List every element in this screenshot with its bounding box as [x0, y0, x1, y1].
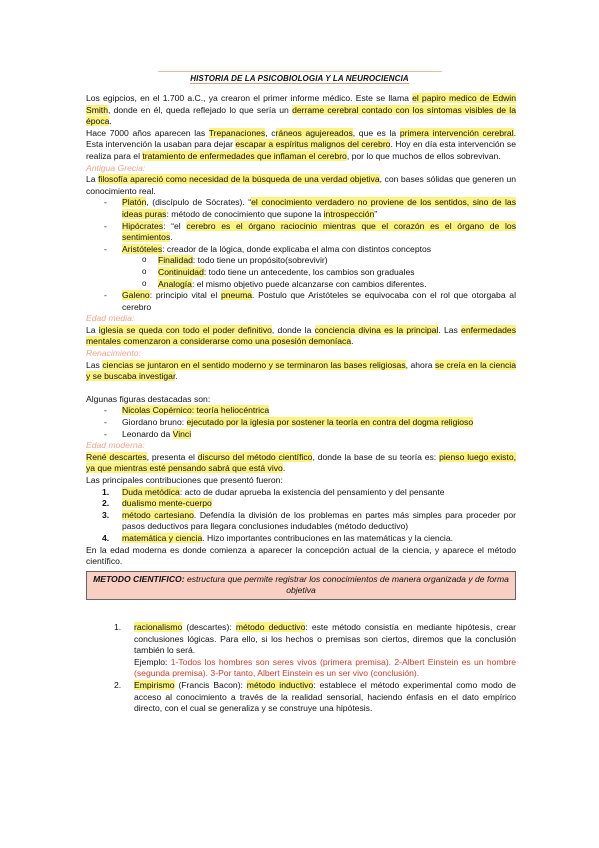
- list-item-galeno: - Galeno: principio vital el pneuma. Postulo que Aristóteles se equivocaba con el rol que otorgaba al cerebro: [86, 290, 516, 313]
- figuras-list: [86, 405, 516, 440]
- contrib-item: 2. dualismo mente-cuerpo: [102, 498, 212, 509]
- document-body: [86, 93, 516, 715]
- figura-copernico: - Nicolas Copérnico: teoría heliocéntrica: [86, 405, 516, 417]
- list-item-platon: - Platón, (discípulo de Sócrates). “el conocimiento verdadero no proviene de los sentidos, sino de las ideas puras: método de conocimiento que supone la introspección”: [86, 197, 516, 220]
- figura-bruno: - Giordano bruno: ejecutado por la iglesia por sostener la teoría en contra del dogma religioso: [86, 417, 516, 429]
- section-heading-grecia: Antigua Grecia:: [86, 162, 146, 173]
- method-example: Ejemplo: 1-Todos los hombres son seres vivos (primera premisa). 2-Albert Einstein es un hombre (segunda premisa). 3-Por tanto, Albert Einstein es un ser vivo (conclusión).: [134, 656, 516, 679]
- concept-analogia: o Analogía: el mismo objetivo puede alcanzarse con cambios diferentes.: [86, 279, 516, 291]
- metodo-cientifico-box: METODO CIENTIFICO: estructura que permite registrar los conocimientos de manera organizada y de forma objetiva: [86, 571, 516, 600]
- grecia-list: [86, 197, 516, 313]
- section-heading-moderna: Edad moderna:: [86, 440, 145, 451]
- contrib-list: [86, 487, 516, 545]
- renacimiento-paragraph: Las ciencias se juntaron en el sentido moderno y se terminaron las bases religiosas, ahora se creía en la ciencia y se buscaba investigar.: [86, 359, 516, 382]
- grecia-paragraph: La filosofía apareció como necesidad de la búsqueda de una verdad objetiva, con bases sólidas que generen un conocimiento real.: [86, 174, 517, 196]
- figura-davinci: - Leonardo da Vinci: [86, 429, 516, 441]
- contrib-item: 4. matemática y ciencia. Hizo importantes contribuciones en las matemáticas y la ciencia.: [102, 532, 454, 543]
- page-title: HISTORIA DE LA PSICOBIOLOGIA Y LA NEUROCIENCIA: [190, 74, 409, 83]
- title-rule: [158, 71, 442, 72]
- aristoteles-concepts: [86, 255, 516, 290]
- list-item-hipocrates: - Hipócrates: “el cerebro es el órgano raciocinio mientras que el corazón es el órgano de los sentimientos.: [86, 221, 516, 244]
- concept-finalidad: o Finalidad: todo tiene un propósito(sobrevivir): [86, 255, 516, 267]
- contrib-item: 1. Duda metódica: acto de dudar aprueba la existencia del pensamiento y del pensante: [102, 486, 445, 497]
- method-racionalismo: 1. racionalismo (descartes): método deductivo: este método consistía en mediante hipótesis, crear conclusiones lógicas. Para ello, si los hechos o premisas son ciertos, diremos que la conclusión también lo será. Ejemplo: 1-Todos los hombres son seres vivos (primera premisa). 2-Albert Einstein es un hombre (segunda premisa). 3-Por tanto, Albert Einstein es un ser vivo (conclusión).: [114, 621, 516, 679]
- contrib-item: 3. método cartesiano. Defendía la división de los problemas en partes más simples para proceder por pasos deductivos para llegara conclusiones indudables (método deductivo): [102, 509, 516, 532]
- section-heading-renacimiento: Renacimiento:: [86, 348, 141, 359]
- concept-continuidad: o Continuidad: todo tiene un antecedente, los cambios son graduales: [86, 267, 516, 279]
- contrib-intro: Las principales contribuciones que presentó fueron:: [86, 475, 283, 485]
- list-item-aristoteles: - Aristóteles: creador de la lógica, donde explicaba el alma con distintos conceptos o Finalidad: todo tiene un propósito(sobrevivir) o Continuidad: todo tiene un antecedente, los cambios son graduales o Analogía: el mismo objetivo puede alcanzarse con cambios diferentes.: [86, 244, 516, 290]
- method-empirismo: 2. Empirismo (Francis Bacon): método inductivo: establece el método experimental como modo de acceso al conocimiento a través de la realidad sensorial, haciendo énfasis en el dato empírico directo, con el cual se generaliza y se construye una hipótesis.: [114, 679, 516, 714]
- section-heading-medio: Edad media:: [86, 313, 135, 324]
- intro-paragraph-2: Hace 7000 años aparecen las Trepanaciones, cráneos agujereados, que es la primera intervención cerebral. Esta intervención la usaban para dejar escapar a espíritus malignos del cerebro. Hoy en día esta intervención se realiza para el tratamiento de enfermedades que inflaman el cerebro, por lo que muchos de ellos sobrevivan.: [86, 127, 516, 161]
- figuras-intro: Algunas figuras destacadas son:: [86, 393, 211, 404]
- moderna-paragraph: René descartes, presenta el discurso del método científico, donde la base de su teoría es: pienso luego existo, ya que mientras esté pensando sabrá que está vivo.: [86, 451, 516, 474]
- intro-paragraph-1: Los egipcios, en el 1.700 a.C., ya crearon el primer informe médico. Este se llama el papiro medico de Edwin Smith, donde en él, queda reflejado lo que sería un derrame cerebral contado con los síntomas visibles de la época.: [86, 93, 516, 127]
- medio-paragraph: La iglesia se queda con todo el poder definitivo, donde la conciencia divina es la principal. Las enfermedades mentales comenzaron a considerarse como una posesión demoníaca.: [86, 324, 516, 347]
- moderna-closing: En la edad moderna es donde comienza a aparecer la concepción actual de la ciencia, y aparece el método científico.: [86, 544, 516, 567]
- methods-list: [86, 622, 516, 715]
